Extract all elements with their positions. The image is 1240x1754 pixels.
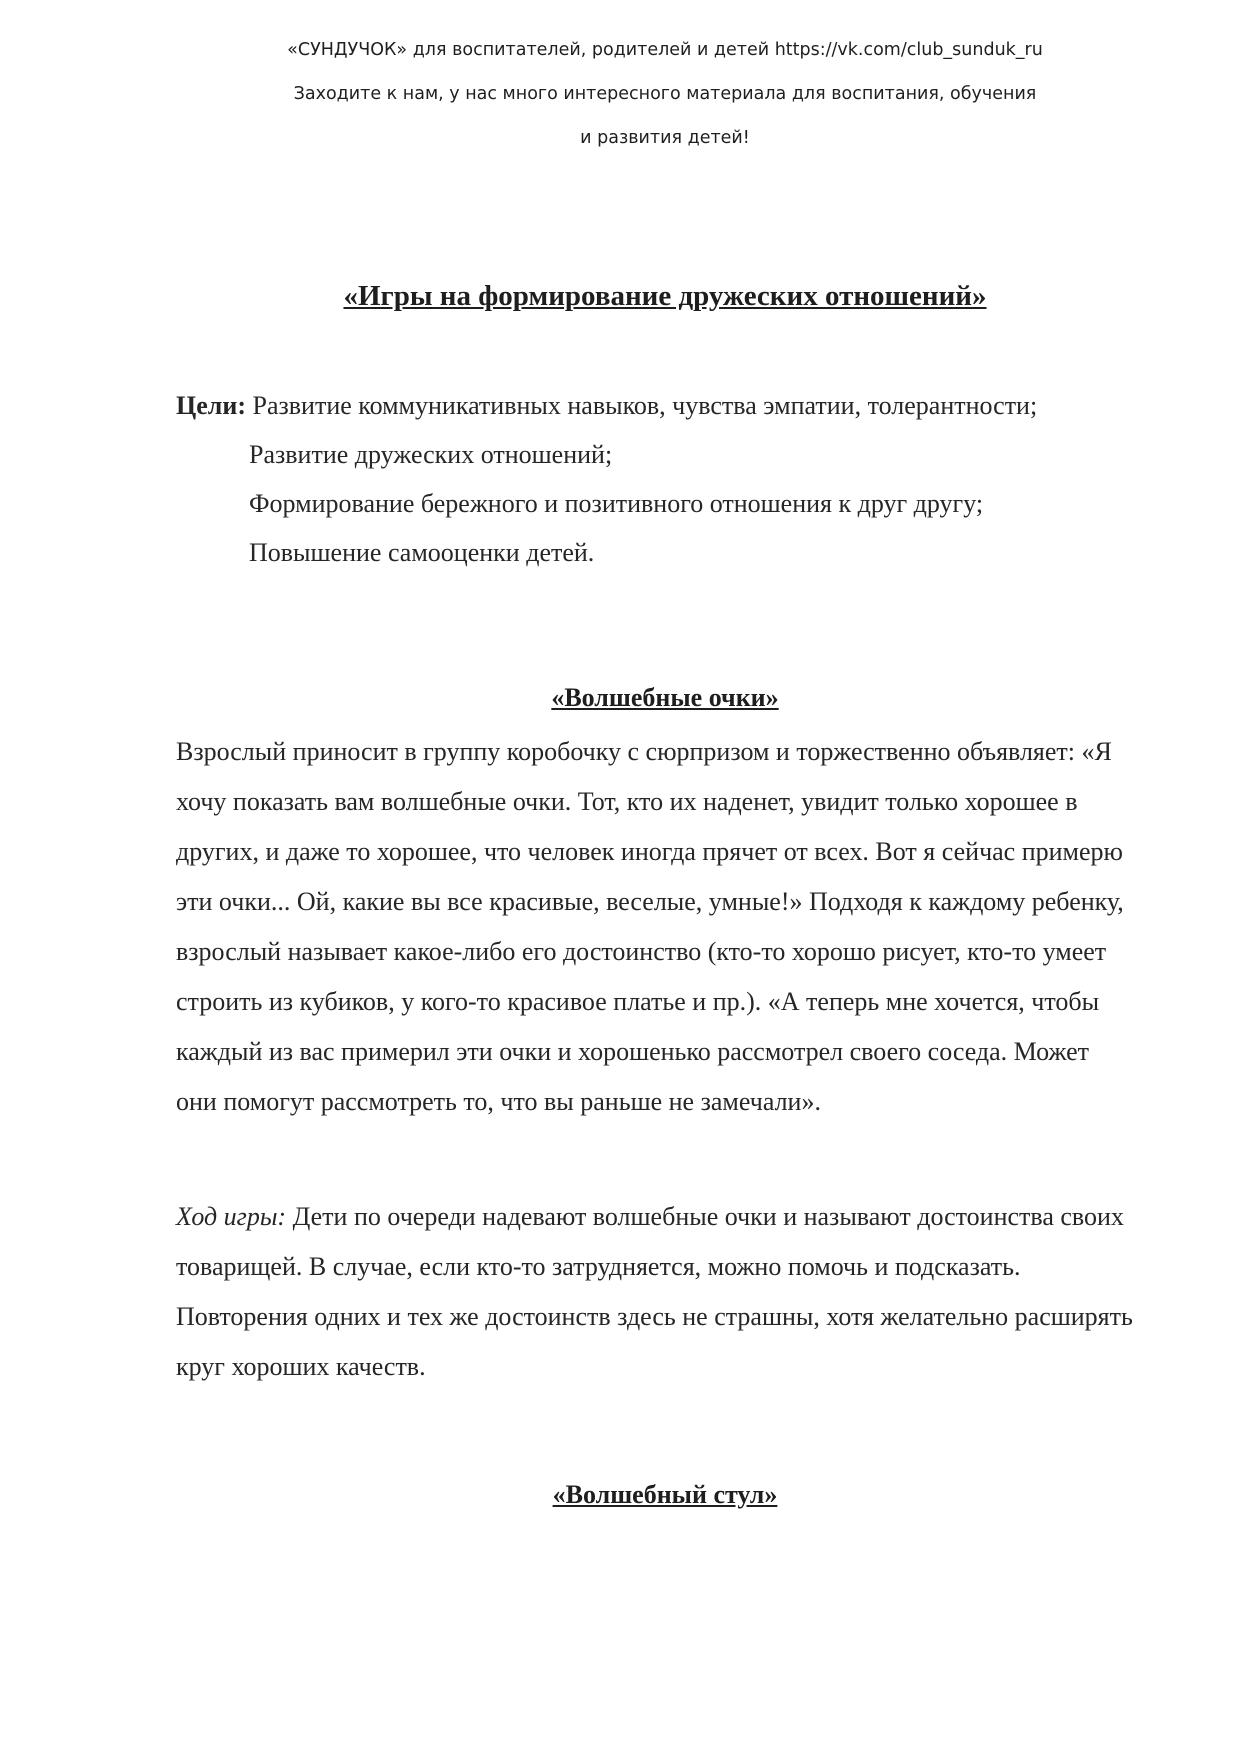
course-label: Ход игры:	[176, 1202, 287, 1231]
goal-row-1	[176, 381, 1186, 430]
header-line-1: «СУНДУЧОК» для воспитателей, родителей и детей https://vk.com/club_sunduk_ru	[287, 40, 1043, 60]
game-intro-paragraph: Взрослый приносит в группу коробочку с сюрпризом и торжественно объявляет: «Я хочу показать вам волшебные очки. Тот, кто их наденет, увидит только хорошее в других, и даже то хорошее, что человек иногда прячет от всех. Вот я сейчас примерю эти очки... Ой, какие вы все красивые, веселые, умные!» Подходя к каждому ребенку, взрослый называет какое-либо его достоинство (кто-то хорошо рисует, кто-то умеет строить из кубиков, у кого-то красивое платье и пр.). «А теперь мне хочется, чтобы каждый из вас примерил эти очки и хорошенько рассмотрел своего соседа. Может они помогут рассмотреть то, что вы раньше не замечали».	[176, 737, 1124, 1116]
game-course-paragraph	[176, 1192, 1136, 1392]
game-title-magic-chair: «Волшебный стул»	[552, 1480, 778, 1509]
goal-item: Развитие дружеских отношений;	[249, 440, 613, 469]
document-title: «Игры на формирование дружеских отношений»	[343, 280, 987, 312]
goals-label: Цели:	[176, 391, 246, 420]
header-line-3: и развития детей!	[580, 128, 750, 148]
goal-item: Развитие коммуникативных навыков, чувства эмпатии, толерантности;	[252, 391, 1038, 420]
header-line-2: Заходите к нам, у нас много интересного материала для воспитания, обучения	[293, 84, 1037, 104]
game-title-magic-glasses: «Волшебные очки»	[551, 683, 779, 712]
site-header	[0, 28, 1240, 160]
goal-item: Повышение самооценки детей.	[249, 538, 595, 567]
goals-block	[176, 381, 1186, 577]
goal-item: Формирование бережного и позитивного отношения к друг другу;	[249, 489, 984, 518]
course-text: Дети по очереди надевают волшебные очки и называют достоинства своих товарищей. В случае, если кто-то затрудняется, можно помочь и подсказать. Повторения одних и тех же достоинств здесь не страшны, хотя желательно расширять круг хороших качеств.	[176, 1202, 1133, 1381]
